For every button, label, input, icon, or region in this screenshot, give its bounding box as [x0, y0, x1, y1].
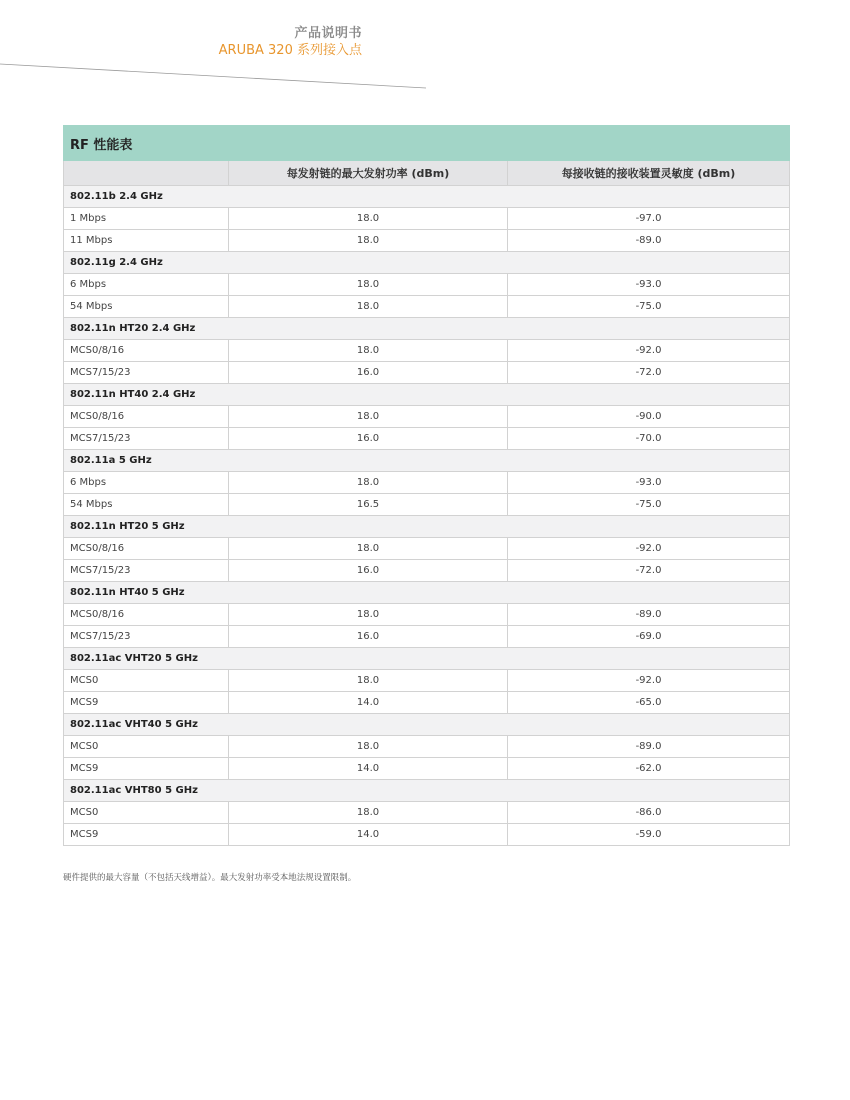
tx-power-cell: 16.5 — [229, 494, 508, 516]
rate-cell: MCS0/8/16 — [64, 406, 229, 428]
tx-power-cell: 18.0 — [229, 340, 508, 362]
tx-power-cell: 14.0 — [229, 824, 508, 846]
rate-cell: MCS7/15/23 — [64, 362, 229, 384]
table-row — [64, 670, 790, 692]
table-group-row — [64, 252, 790, 274]
rate-cell: MCS7/15/23 — [64, 626, 229, 648]
table-row — [64, 494, 790, 516]
table-row — [64, 406, 790, 428]
table-title-row — [64, 126, 790, 161]
rate-cell: MCS0 — [64, 802, 229, 824]
tx-power-cell: 16.0 — [229, 626, 508, 648]
rate-cell: MCS9 — [64, 824, 229, 846]
table-row — [64, 472, 790, 494]
table-row — [64, 824, 790, 846]
rx-sensitivity-cell: -90.0 — [508, 406, 790, 428]
tx-power-cell: 18.0 — [229, 208, 508, 230]
rx-sensitivity-cell: -59.0 — [508, 824, 790, 846]
rate-cell: 11 Mbps — [64, 230, 229, 252]
rate-cell: MCS9 — [64, 692, 229, 714]
table-row — [64, 428, 790, 450]
rx-sensitivity-cell: -92.0 — [508, 538, 790, 560]
rx-sensitivity-cell: -93.0 — [508, 274, 790, 296]
group-label: 802.11g 2.4 GHz — [64, 252, 790, 274]
tx-power-cell: 14.0 — [229, 758, 508, 780]
group-label: 802.11ac VHT40 5 GHz — [64, 714, 790, 736]
column-header-rate — [64, 161, 229, 186]
tx-power-cell: 18.0 — [229, 604, 508, 626]
rf-performance-table — [63, 125, 790, 846]
rate-cell: MCS0 — [64, 670, 229, 692]
rx-sensitivity-cell: -86.0 — [508, 802, 790, 824]
rate-cell: MCS7/15/23 — [64, 428, 229, 450]
tx-power-cell: 18.0 — [229, 406, 508, 428]
rx-sensitivity-cell: -70.0 — [508, 428, 790, 450]
table-row — [64, 604, 790, 626]
document-title: 产品说明书 — [294, 26, 362, 41]
rate-cell: MCS0/8/16 — [64, 604, 229, 626]
table-row — [64, 802, 790, 824]
table-row — [64, 626, 790, 648]
table-row — [64, 736, 790, 758]
group-label: 802.11a 5 GHz — [64, 450, 790, 472]
table-group-row — [64, 714, 790, 736]
table-group-row — [64, 516, 790, 538]
rate-cell: 54 Mbps — [64, 494, 229, 516]
group-label: 802.11n HT20 5 GHz — [64, 516, 790, 538]
tx-power-cell: 18.0 — [229, 538, 508, 560]
rx-sensitivity-cell: -72.0 — [508, 362, 790, 384]
rx-sensitivity-cell: -62.0 — [508, 758, 790, 780]
table-row — [64, 274, 790, 296]
rx-sensitivity-cell: -92.0 — [508, 340, 790, 362]
table-group-row — [64, 780, 790, 802]
rx-sensitivity-cell: -89.0 — [508, 736, 790, 758]
tx-power-cell: 18.0 — [229, 802, 508, 824]
rate-cell: 6 Mbps — [64, 274, 229, 296]
rx-sensitivity-cell: -97.0 — [508, 208, 790, 230]
group-label: 802.11b 2.4 GHz — [64, 186, 790, 208]
table-header-row — [64, 161, 790, 186]
table-group-row — [64, 318, 790, 340]
rate-cell: MCS0 — [64, 736, 229, 758]
rx-sensitivity-cell: -89.0 — [508, 604, 790, 626]
table-group-row — [64, 582, 790, 604]
table-row — [64, 560, 790, 582]
table-group-row — [64, 186, 790, 208]
column-header-tx-power: 每发射链的最大发射功率 (dBm) — [229, 161, 508, 186]
table-title: RF 性能表 — [64, 126, 790, 161]
table-row — [64, 538, 790, 560]
rate-cell: MCS9 — [64, 758, 229, 780]
rx-sensitivity-cell: -72.0 — [508, 560, 790, 582]
group-label: 802.11n HT40 5 GHz — [64, 582, 790, 604]
tx-power-cell: 18.0 — [229, 296, 508, 318]
table-group-row — [64, 450, 790, 472]
document-subtitle: ARUBA 320 系列接入点 — [218, 43, 362, 58]
rx-sensitivity-cell: -65.0 — [508, 692, 790, 714]
table-row — [64, 340, 790, 362]
table-row — [64, 208, 790, 230]
rx-sensitivity-cell: -69.0 — [508, 626, 790, 648]
table-row — [64, 692, 790, 714]
table-group-row — [64, 384, 790, 406]
tx-power-cell: 18.0 — [229, 274, 508, 296]
rx-sensitivity-cell: -75.0 — [508, 494, 790, 516]
group-label: 802.11ac VHT20 5 GHz — [64, 648, 790, 670]
footnote: 硬件提供的最大容量（不包括天线增益）。最大发射功率受本地法规设置限制。 — [63, 873, 357, 883]
tx-power-cell: 14.0 — [229, 692, 508, 714]
rx-sensitivity-cell: -89.0 — [508, 230, 790, 252]
column-header-rx-sensitivity: 每接收链的接收装置灵敏度 (dBm) — [508, 161, 790, 186]
group-label: 802.11n HT40 2.4 GHz — [64, 384, 790, 406]
tx-power-cell: 18.0 — [229, 472, 508, 494]
table-group-row — [64, 648, 790, 670]
rate-cell: MCS0/8/16 — [64, 340, 229, 362]
tx-power-cell: 16.0 — [229, 428, 508, 450]
rate-cell: MCS7/15/23 — [64, 560, 229, 582]
rate-cell: 54 Mbps — [64, 296, 229, 318]
table-row — [64, 230, 790, 252]
tx-power-cell: 16.0 — [229, 362, 508, 384]
table-row — [64, 296, 790, 318]
decorative-line — [0, 0, 850, 100]
rx-sensitivity-cell: -92.0 — [508, 670, 790, 692]
rate-cell: MCS0/8/16 — [64, 538, 229, 560]
document-header — [0, 0, 850, 100]
rx-sensitivity-cell: -75.0 — [508, 296, 790, 318]
tx-power-cell: 18.0 — [229, 670, 508, 692]
rx-sensitivity-cell: -93.0 — [508, 472, 790, 494]
tx-power-cell: 18.0 — [229, 230, 508, 252]
tx-power-cell: 18.0 — [229, 736, 508, 758]
group-label: 802.11ac VHT80 5 GHz — [64, 780, 790, 802]
table-row — [64, 362, 790, 384]
tx-power-cell: 16.0 — [229, 560, 508, 582]
rate-cell: 1 Mbps — [64, 208, 229, 230]
group-label: 802.11n HT20 2.4 GHz — [64, 318, 790, 340]
rate-cell: 6 Mbps — [64, 472, 229, 494]
table-row — [64, 758, 790, 780]
